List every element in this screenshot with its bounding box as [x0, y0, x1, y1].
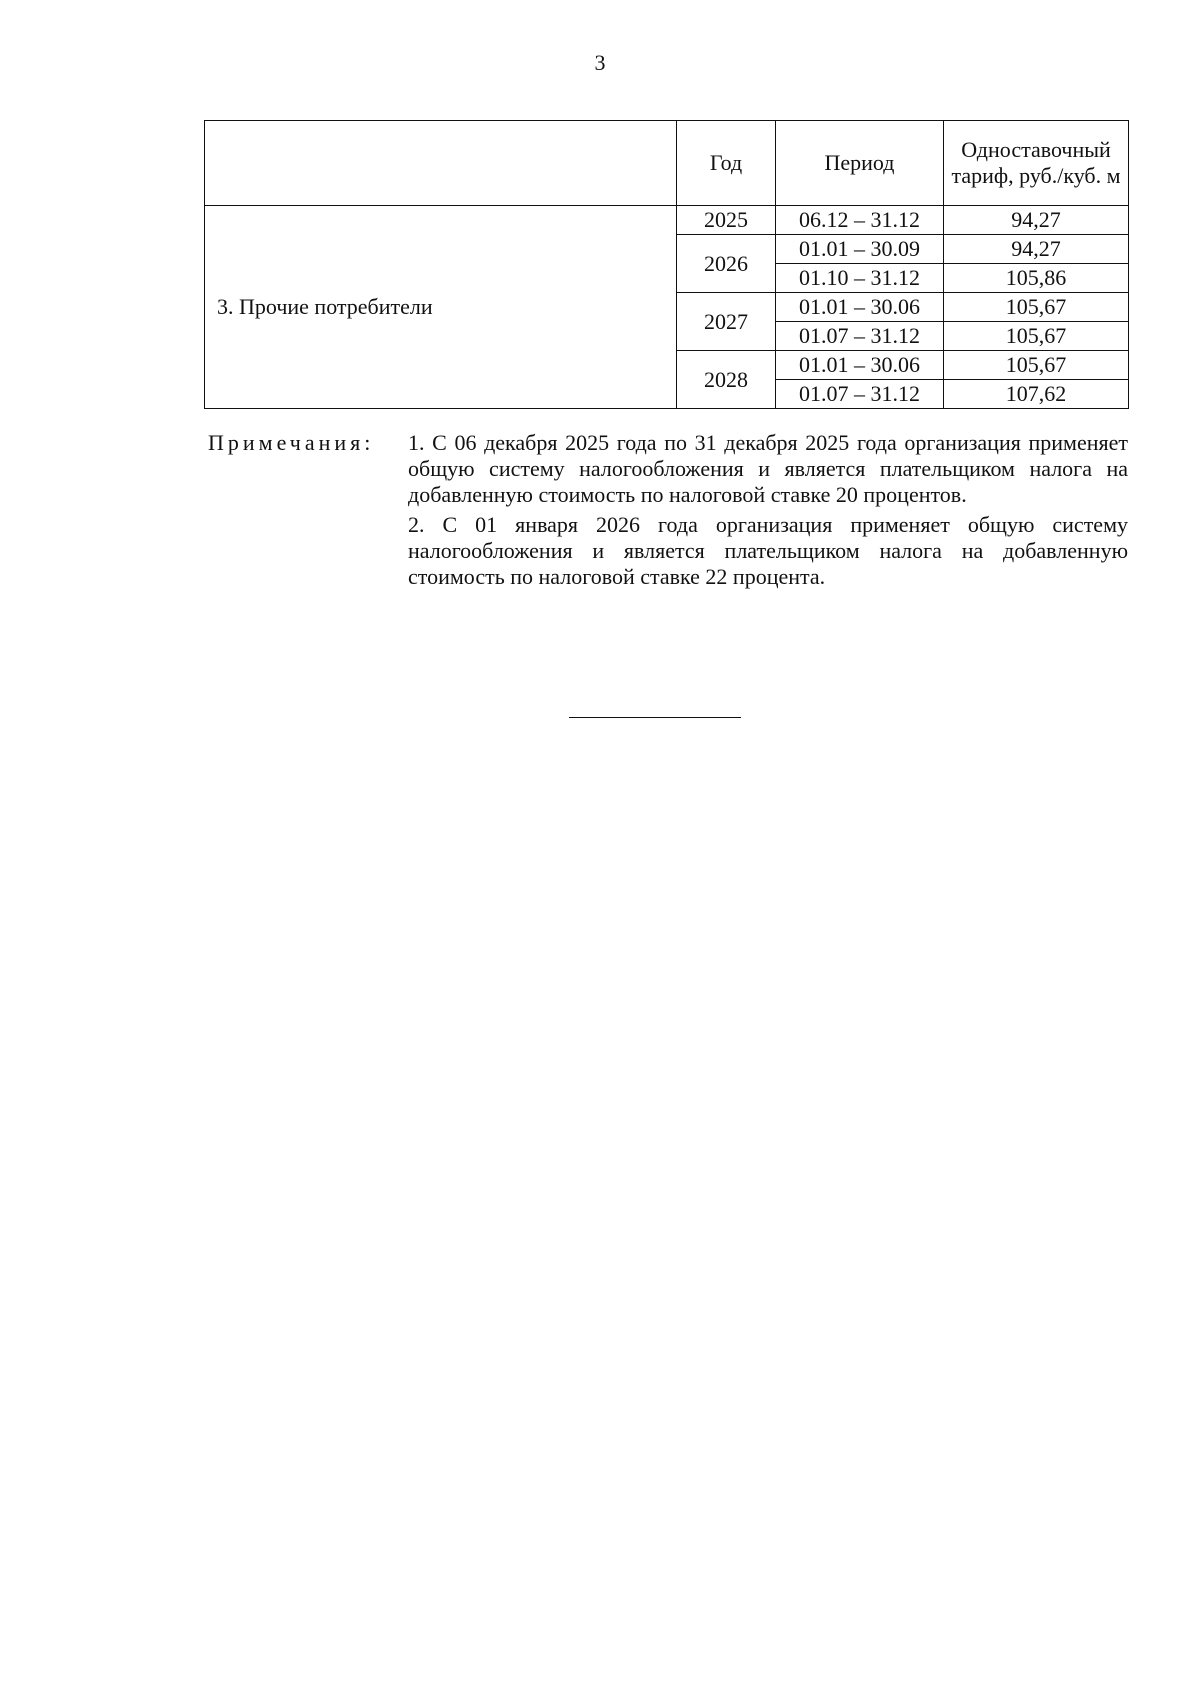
- header-tariff: Одноставочный тариф, руб./куб. м: [944, 121, 1129, 206]
- tariff-cell: 107,62: [944, 380, 1129, 409]
- tariff-cell: 105,67: [944, 293, 1129, 322]
- tariff-cell: 94,27: [944, 206, 1129, 235]
- closing-divider: [569, 717, 741, 718]
- header-consumer: [205, 121, 677, 206]
- period-cell: 01.01 – 30.06: [776, 351, 944, 380]
- period-cell: 01.07 – 31.12: [776, 380, 944, 409]
- tariff-cell: 105,67: [944, 351, 1129, 380]
- table-row: [205, 206, 1129, 235]
- year-cell: 2028: [677, 351, 776, 409]
- note-item: [408, 430, 1128, 508]
- table-header-row: [205, 121, 1129, 206]
- tariff-table: [204, 120, 1129, 409]
- tariff-cell: 94,27: [944, 235, 1129, 264]
- note-text: 2. С 01 января 2026 года организация применяет общую систему налогообложения и является плательщиком налога на добавленную стоимость по налоговой ставке 22 процента.: [408, 512, 1128, 589]
- note-text: 1. С 06 декабря 2025 года по 31 декабря 2025 года организация применяет общую систему налогообложения и является плательщиком налога на добавленную стоимость по налоговой ставке 20 процентов.: [408, 430, 1128, 507]
- year-cell: 2026: [677, 235, 776, 293]
- tariff-cell: 105,86: [944, 264, 1129, 293]
- header-period: Период: [776, 121, 944, 206]
- period-cell: 01.07 – 31.12: [776, 322, 944, 351]
- period-cell: 01.10 – 31.12: [776, 264, 944, 293]
- year-cell: 2027: [677, 293, 776, 351]
- period-cell: 01.01 – 30.09: [776, 235, 944, 264]
- notes-label: Примечания:: [208, 430, 375, 455]
- header-year: Год: [677, 121, 776, 206]
- notes-body: [408, 430, 1200, 594]
- consumer-category: 3. Прочие потребители: [205, 206, 677, 409]
- tariff-cell: 105,67: [944, 322, 1129, 351]
- note-item: [408, 512, 1128, 590]
- period-cell: 01.01 – 30.06: [776, 293, 944, 322]
- period-cell: 06.12 – 31.12: [776, 206, 944, 235]
- page-number: 3: [594, 50, 606, 75]
- year-cell: 2025: [677, 206, 776, 235]
